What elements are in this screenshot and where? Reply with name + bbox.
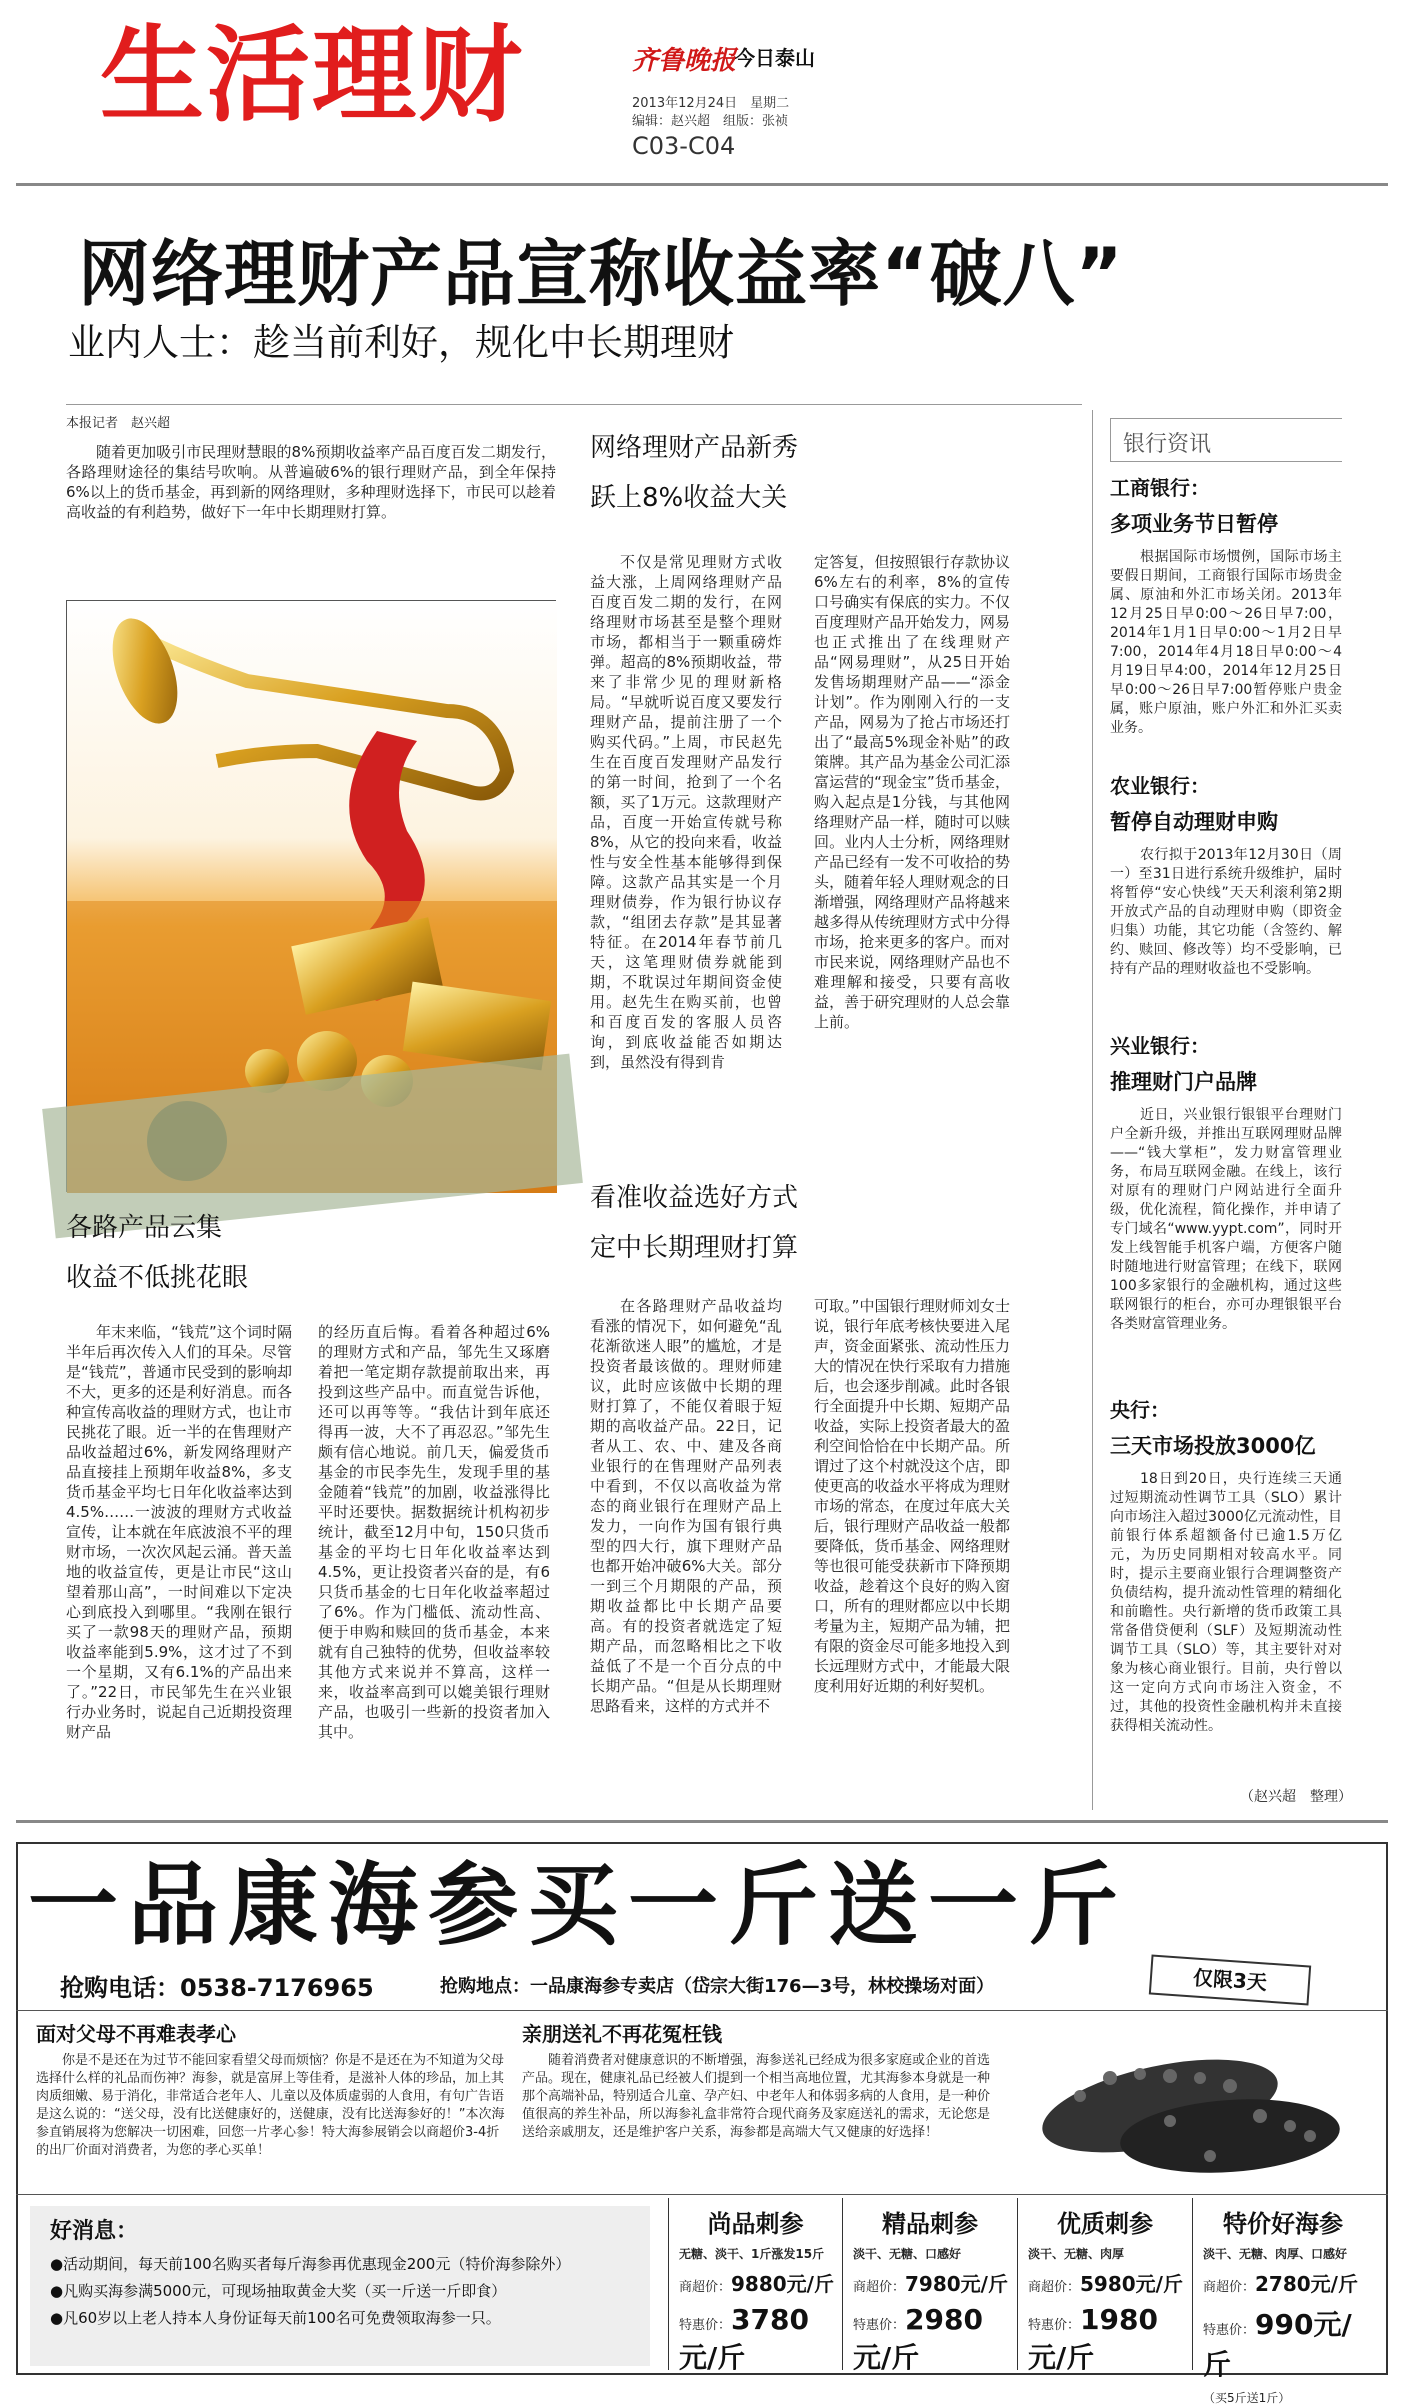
product-special-price: 特惠价：990元/斤 bbox=[1203, 2308, 1352, 2381]
section1-title-line2: 跃上8%收益大关 bbox=[590, 483, 788, 513]
issue-date: 2013年12月24日 星期二 bbox=[632, 96, 790, 111]
section1-column2: 定答复，但按照银行存款协议6%左右的利率，8%的宣传口号确实有保底的实力。不仅百度理财产品开始发力，网易也正式推出了在线理财产品“网易理财”，从25日开始发售场期理财产品——“添金计划”。作为刚刚入行的一支产品，网易为了抢占市场还打出了“最高5%现金补贴”的政策牌。其产品为基金公司汇添富运营的“现金宝”货币基金，购入起点是1分钱，与其他网络理财产品一样，随时可以赎回。业内人士分析，网络理财产品已经有一发不可收拾的势头，随着年轻人理财观念的日渐增强，网络理财产品将越来越多得从传统理财方式中分得市场，抢来更多的客户。而对市民来说，网络理财产品也不难理解和接受，只要有高收益，善于研究理财的人总会靠上前。 bbox=[814, 553, 1010, 1031]
section2-title-line2: 收益不低挑花眼 bbox=[66, 1263, 249, 1293]
section1-title-line1: 网络理财产品新秀 bbox=[590, 433, 799, 463]
section3-title-line1: 看准收益选好方式 bbox=[590, 1183, 799, 1213]
bank-news-header bbox=[1110, 418, 1342, 462]
product-special-price: 特惠价：2980元/斤 bbox=[853, 2303, 983, 2374]
product-description: 无糖、淡干、1斤涨发15斤 bbox=[679, 2247, 825, 2261]
byline: 本报记者 赵兴超 bbox=[66, 416, 171, 431]
ad-middle-body: 随着消费者对健康意识的不断增强，海参送礼已经成为很多家庭或企业的首选产品。现在，健康礼品已经被人们提到一个相当高地位置，尤其海参本身就是一种那个高端补品，特别适合儿童、孕产妇、中老年人和体弱多病的人食用，是一种价值很高的养生补品，所以海参礼盒非常符合现代商务及家庭送礼的需求，无论您是送给亲戚朋友，还是维护客户关系，海参都是高端大气又健康的好选择！ bbox=[522, 2053, 991, 2140]
bank-cib-subtitle: 推理财门户品牌 bbox=[1110, 1070, 1257, 1094]
section3-column2: 可取。”中国银行理财师刘女士说，银行年底考核快要进入尾声，资金面紧张、流动性压力大的情况在快行采取有力措施后，也会逐步削减。此时各银行全面提升中长期、短期产品收益，实际上投资者最大的盈利空间恰恰在中长期产品。所谓过了这个村就没这个店，即使更高的收益水平将成为理财市场的常态，在度过年底大关后，银行理财产品收益一般都要降低，货币基金、网络理财等也很可能受获新市下降预期收益，趁着这个良好的购入窗口，所有的理财都应以中长期考量为主，短期产品为辅，把有限的资金尽可能多地投入到长远理财方式中，才能最大限度利用好近期的利好契机。 bbox=[814, 1297, 1010, 1695]
product-original-price: 商超价：9880元/斤 bbox=[679, 2272, 834, 2296]
product-card bbox=[843, 2198, 1018, 2374]
section1-column1: 不仅是常见理财方式收益大涨，上周网络理财产品百度百发二期的发行，在网络理财市场甚至是整个理财市场，都相当于一颗重磅炸弹。超高的8%预期收益，带来了非常少见的理财新格局。“早就听说百度又要发行理财产品，提前注册了一个购买代码。”上周，市民赵先生在百度百发理财产品发行的第一时间，抢到了一个名额，买了1万元。这款理财产品，百度一开始宣传就号称8%，从它的投向来看，收益性与安全性基本能够得到保障。这款产品其实是一个月理财债券，作为银行协议存款，“组团去存款”是其显著特征。在2014年春节前几天，这笔理财债券就能到期，不耽误过年期间资金使用。赵先生在购买前，也曾和百度百发的客服人员咨询，到底收益能否如期达到，虽然没有得到肯 bbox=[590, 553, 782, 1071]
page-range: C03-C04 bbox=[632, 132, 736, 160]
sea-cucumber-photo bbox=[1010, 2016, 1370, 2192]
ad-slogan: 一品康海参买一斤送一斤 bbox=[28, 1853, 1128, 1958]
headline: 网络理财产品宣称收益率“破八” bbox=[78, 232, 1124, 316]
editor-credits: 编辑：赵兴超 组版：张祯 bbox=[632, 114, 789, 129]
ad-inner-divider bbox=[16, 2010, 1388, 2011]
sidebar-credit: （赵兴超 整理） bbox=[1240, 1789, 1352, 1805]
bank-icbc-subtitle: 多项业务节日暂停 bbox=[1110, 512, 1278, 536]
good-news-item: ●凡购买海参满5000元，可现场抽取黄金大奖（买一斤送一斤即食） bbox=[50, 2282, 507, 2300]
bank-cib-name: 兴业银行： bbox=[1110, 1034, 1210, 1058]
product-name: 特价好海参 bbox=[1223, 2210, 1343, 2238]
bank-icbc-body: 根据国际市场惯例，国际市场主要假日期间，工商银行国际市场贵金属、原油和外汇市场关闭。2013年12月25日早0:00～26日早7:00，2014年1月1日早0:00～1月2日早7:00，2014年4月18日早0:00～4月19日早4:00，2014年12月25日早0:00～26日早7:00暂停账户贵金属，账户原油，账户外汇和外汇买卖业务。 bbox=[1110, 549, 1342, 736]
product-card bbox=[668, 2198, 843, 2374]
product-description: 淡干、无糖、肉厚、口感好 bbox=[1203, 2247, 1348, 2261]
product-name: 优质刺参 bbox=[1057, 2210, 1153, 2238]
section2-title-line1: 各路产品云集 bbox=[66, 1213, 223, 1243]
bank-news-label: 银行资讯 bbox=[1123, 432, 1212, 457]
product-note: （买5斤送1斤） bbox=[1203, 2391, 1291, 2405]
ad-address: 抢购地点：一品康海参专卖店（岱宗大街176—3号，林校操场对面） bbox=[440, 1976, 995, 1997]
bank-abc-subtitle: 暂停自动理财申购 bbox=[1110, 810, 1278, 834]
product-card bbox=[1018, 2198, 1193, 2374]
bank-pboc-body: 18日到20日，央行连续三天通过短期流动性调节工具（SLO）累计向市场注入超过3000亿元流动性，目前银行体系超额备付已逾1.5万亿元，为历史同期相对较高水平。同时，提示主要商业银行合理调整资产负债结构，提升流动性管理的精细化和前瞻性。央行新增的货币政策工具常备借贷便利（SLF）及短期流动性调节工具（SLO）等，其主要针对对象为核心商业银行。目前，央行曾以这一定向方式向市场注入资金，不过，其他的投资性金融机构并未直接获得相关流动性。 bbox=[1110, 1471, 1342, 1734]
newspaper-name: 齐鲁晚报 bbox=[632, 46, 737, 76]
section3-title-line2: 定中长期理财打算 bbox=[590, 1233, 799, 1263]
bank-icbc-name: 工商银行： bbox=[1110, 476, 1210, 500]
ad-middle-title: 亲朋送礼不再花冤枉钱 bbox=[522, 2022, 722, 2046]
ad-limit-badge: 仅限3天 bbox=[1149, 1954, 1311, 2005]
ad-phone: 抢购电话：0538-7176965 bbox=[60, 1974, 374, 2002]
product-description: 淡干、无糖、口感好 bbox=[853, 2247, 962, 2261]
section2-column2: 的经历直后悔。看着各种超过6%的理财方式和产品，邹先生又琢磨着把一笔定期存款提前取出来，再投到这些产品中。而直觉告诉他，还可以再等等。“我估计到年底还得再一波，大不了再忍忍。”邹先生颇有信心地说。前几天，偏爱货币基金的市民李先生，发现手里的基金随着“钱荒”的加剧，收益涨得比平时还要快。据数据统计机构初步统计，截至12月中旬，150只货币基金的平均七日年化收益率达到4.5%，更让投资者兴奋的是，有6只货币基金的七日年化收益率超过了6%。作为门槛低、流动性高、便于申购和赎回的货币基金，本来就有自己独特的优势，但收益率较其他方式来说并不算高，这样一来，收益率高到可以媲美银行理财产品，也吸引一些新的投资者加入其中。 bbox=[318, 1323, 550, 1741]
product-original-price: 商超价：5980元/斤 bbox=[1028, 2272, 1183, 2296]
product-name: 尚品刺参 bbox=[707, 2210, 804, 2238]
masthead-title: 生活理财 bbox=[100, 14, 525, 136]
product-original-price: 商超价：2780元/斤 bbox=[1203, 2272, 1358, 2296]
section2-column1: 年末来临，“钱荒”这个词时隔半年后再次传入人们的耳朵。尽管是“钱荒”，普通市民受到的影响却不大，更多的还是利好消息。而各种宣传高收益的理财方式，也让市民挑花了眼。近一半的在售理财产品收益超过6%，新发网络理财产品直接挂上预期年收益8%，多支货币基金平均七日年化收益率达到4.5%……一波波的理财方式收益宣传，让本就在年底波浪不平的理财市场，一次次风起云涌。普天盖地的收益宣传，更是让市民“这山望着那山高”，一时间难以下定决心到底投入到哪里。“我刚在银行买了一款98天的理财产品，预期收益率能到5.9%，这才过了不到一个星期，又有6.1%的产品出来了。”22日，市民邹先生在兴业银行办业务时，说起自己近期投资理财产品 bbox=[66, 1323, 292, 1741]
masthead-divider bbox=[16, 183, 1388, 186]
bank-cib-body: 近日，兴业银行银银平台理财门户全新升级，并推出互联网理财品牌——“钱大掌柜”，发力财富管理业务，布局互联网金融。在线上，该行对原有的理财门户网站进行全面升级，优化流程，简化操作，并申请了专门域名“www.yypt.com”，同时开发上线智能手机客户端，方便客户随时随地进行财富管理；在线下，联网100多家银行的金融机构，通过这些联网银行的柜台，亦可办理银银平台各类财富管理业务。 bbox=[1110, 1107, 1342, 1332]
product-special-price: 特惠价：1980元/斤 bbox=[1028, 2303, 1158, 2374]
good-news-box bbox=[30, 2206, 650, 2366]
ad-left-body: 你是不是还在为过节不能回家看望父母而烦恼？你是不是还在为不知道为父母选择什么样的礼品而伤神？海参，就是富屏上等佳肴，是滋补人体的珍品，加上其肉质细嫩、易于消化，非常适合老年人、儿童以及体质虚弱的人食用，有句广告语是这么说的：“送父母，没有比送健康好的，送健康，没有比送海参好的！”本次海参直销展将为您解决一切困难，回您一片孝心参！特大海参展销会以商超价3-4折的出厂价面对消费者，为您的孝心买单！ bbox=[36, 2053, 505, 2158]
good-news-item: ●活动期间，每天前100名购买者每斤海参再优惠现金200元（特价海参除外） bbox=[50, 2255, 571, 2273]
intro-paragraph: 随着更加吸引市民理财慧眼的8%预期收益率产品百度百发二期发行，各路理财途径的集结号吹响。从普遍破6%的银行理财产品，到全年保持6%以上的货币基金，再到新的网络理财，多种理财选择下，市民可以趁着高收益的有利趋势，做好下一年中长期理财打算。 bbox=[66, 443, 556, 521]
product-description: 淡干、无糖、肉厚 bbox=[1028, 2247, 1125, 2261]
product-original-price: 商超价：7980元/斤 bbox=[853, 2272, 1008, 2296]
product-name: 精品刺参 bbox=[882, 2210, 978, 2238]
bank-pboc-name: 央行： bbox=[1110, 1398, 1170, 1422]
subheadline: 业内人士：趁当前利好，规化中长期理财 bbox=[68, 321, 734, 364]
ad-lower-divider bbox=[16, 2194, 1388, 2195]
bank-pboc-subtitle: 三天市场投放3000亿 bbox=[1110, 1434, 1316, 1458]
ad-left-title: 面对父母不再难表孝心 bbox=[36, 2022, 236, 2046]
good-news-item: ●凡60岁以上老人持本人身份证每天前100名可免费领取海参一只。 bbox=[50, 2309, 501, 2327]
product-card bbox=[1193, 2198, 1373, 2405]
headline-divider bbox=[66, 404, 1082, 405]
good-news-title: 好消息： bbox=[50, 2219, 139, 2244]
ad-divider bbox=[16, 1820, 1388, 1823]
bank-abc-body: 农行拟于2013年12月30日（周一）至31日进行系统升级维护，届时将暂停“安心快线”天天利滚利第2期开放式产品的自动理财申购（即资金归集）功能，其它功能（含签约、解约、赎回、修改等）均不受影响，已持有产品的理财收益也不受影响。 bbox=[1110, 847, 1342, 977]
bugle-and-money-illustration bbox=[67, 601, 557, 1193]
bank-abc-name: 农业银行： bbox=[1110, 774, 1210, 798]
product-special-price: 特惠价：3780元/斤 bbox=[679, 2303, 809, 2374]
article-photo bbox=[66, 600, 556, 1192]
edition-name: 今日泰山 bbox=[735, 46, 815, 70]
sidebar-divider bbox=[1092, 410, 1093, 1810]
section3-column1: 在各路理财产品收益均看涨的情况下，如何避免“乱花渐欲迷人眼”的尴尬，才是投资者最该做的。理财师建议，此时应该做中长期的理财打算了，不能仅着眼于短期的高收益产品。22日，记者从工、农、中、建及各商业银行的在售理财产品列表中看到，不仅以高收益为常态的商业银行在理财产品上发力，一向作为国有银行典型的四大行，旗下理财产品也都开始冲破6%大关。部分一到三个月期限的产品，预期收益都比中长期产品要高。有的投资者就选定了短期产品，而忽略相比之下收益低了不是一个百分点的中长期产品。“但是从长期理财思路看来，这样的方式并不 bbox=[590, 1297, 782, 1715]
